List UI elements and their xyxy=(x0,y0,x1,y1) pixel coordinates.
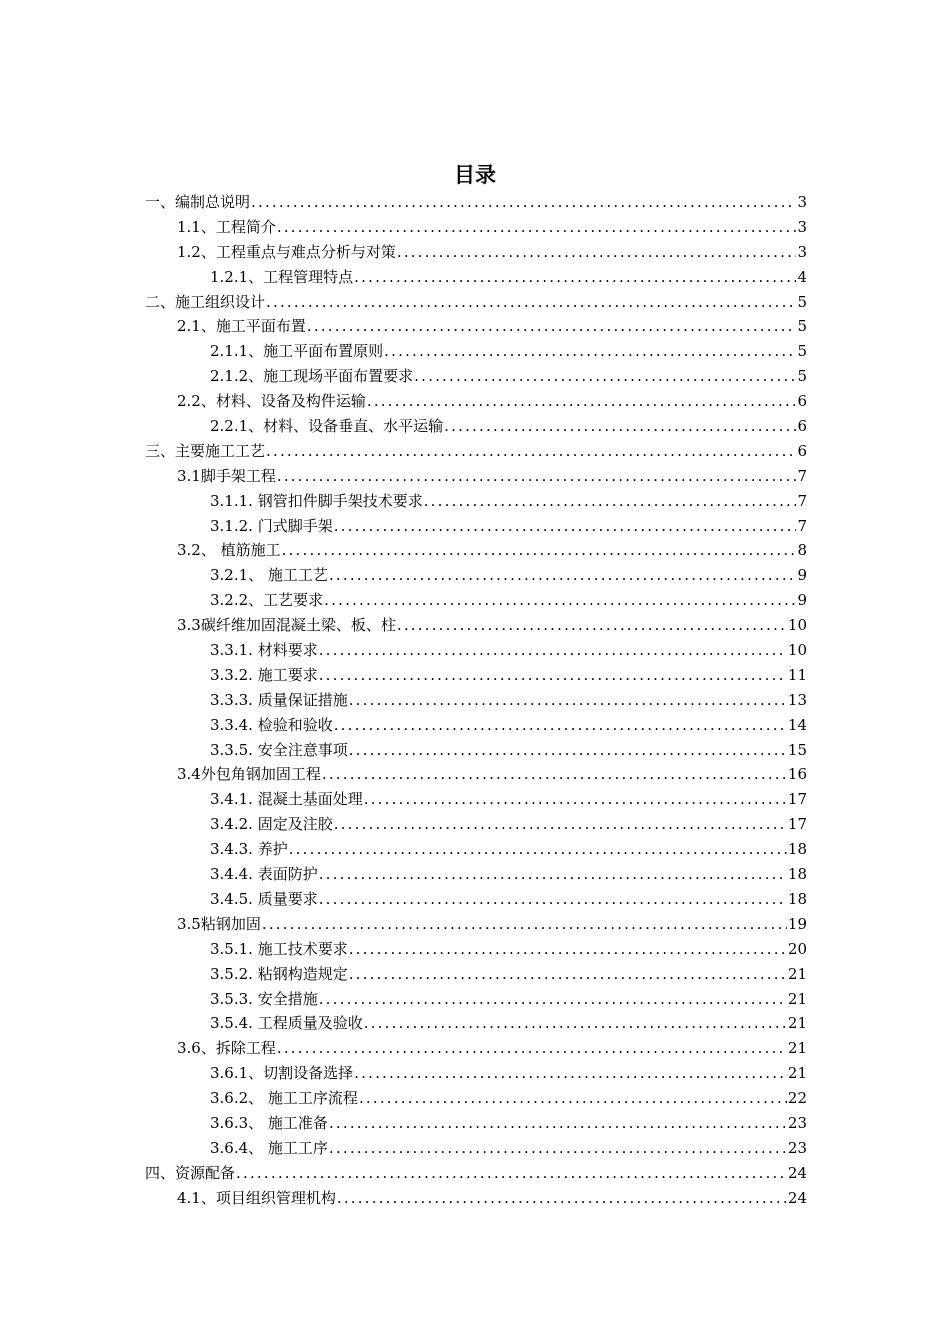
toc-dot-leader xyxy=(367,389,797,414)
toc-dot-leader xyxy=(364,787,787,812)
toc-entry-page-number: 18 xyxy=(787,865,807,884)
toc-entry-page-number: 5 xyxy=(797,292,807,311)
toc-dot-leader xyxy=(334,812,787,837)
toc-entry[interactable] xyxy=(145,314,807,339)
toc-dot-leader xyxy=(359,1086,787,1111)
toc-dot-leader xyxy=(364,1011,787,1036)
toc-dot-leader xyxy=(282,538,797,563)
toc-entry[interactable] xyxy=(145,688,807,713)
toc-dot-leader xyxy=(349,688,787,713)
toc-entry-page-number: 7 xyxy=(797,516,807,535)
toc-entry-text: 3.2、 植筋施工 xyxy=(177,541,281,560)
toc-entry-text: 3.4.3. 养护 xyxy=(210,840,288,859)
toc-entry[interactable] xyxy=(145,613,807,638)
toc-entry[interactable] xyxy=(145,912,807,937)
toc-entry[interactable] xyxy=(145,837,807,862)
toc-entry-text: 3.1脚手架工程 xyxy=(177,466,276,485)
toc-entry-text: 3.4.5. 质量要求 xyxy=(210,889,318,908)
toc-entry[interactable] xyxy=(145,464,807,489)
toc-entry[interactable] xyxy=(145,663,807,688)
toc-entry-page-number: 6 xyxy=(797,441,807,460)
toc-entry-text: 3.3.3. 质量保证措施 xyxy=(210,690,348,709)
toc-dot-leader xyxy=(334,514,797,539)
toc-dot-leader xyxy=(319,862,787,887)
toc-dot-leader xyxy=(319,663,787,688)
toc-entry-text: 1.1、工程简介 xyxy=(177,217,276,236)
toc-entry[interactable] xyxy=(145,563,807,588)
toc-entry[interactable] xyxy=(145,1136,807,1161)
toc-entry-text: 3.5.4. 工程质量及验收 xyxy=(210,1014,363,1033)
toc-dot-leader xyxy=(319,887,787,912)
toc-entry-text: 3.2.2、工艺要求 xyxy=(210,591,324,610)
toc-entry-page-number: 21 xyxy=(787,989,807,1008)
toc-entry-page-number: 24 xyxy=(787,1163,807,1182)
toc-entry[interactable] xyxy=(145,514,807,539)
toc-entry[interactable] xyxy=(145,290,807,315)
toc-entry[interactable] xyxy=(145,588,807,613)
toc-entry[interactable] xyxy=(145,738,807,763)
toc-entry-page-number: 21 xyxy=(787,1014,807,1033)
toc-dot-leader xyxy=(397,613,787,638)
toc-entry[interactable] xyxy=(145,1086,807,1111)
toc-entry-text: 3.6.4、 施工工序 xyxy=(210,1138,328,1157)
toc-dot-leader xyxy=(334,713,787,738)
toc-entry-text: 二、施工组织设计 xyxy=(145,292,266,311)
toc-entry[interactable] xyxy=(145,364,807,389)
toc-entry[interactable] xyxy=(145,538,807,563)
toc-dot-leader xyxy=(354,265,796,290)
toc-entry-text: 3.5.1. 施工技术要求 xyxy=(210,939,348,958)
toc-entry-page-number: 13 xyxy=(787,690,807,709)
toc-entry-page-number: 3 xyxy=(797,217,807,236)
toc-entry-page-number: 9 xyxy=(797,591,807,610)
toc-entry[interactable] xyxy=(145,962,807,987)
toc-entry-text: 2.2.1、材料、设备垂直、水平运输 xyxy=(210,417,444,436)
toc-dot-leader xyxy=(307,314,797,339)
toc-entry-page-number: 21 xyxy=(787,1039,807,1058)
toc-entry-text: 3.3.4. 检验和验收 xyxy=(210,715,333,734)
toc-entry-page-number: 10 xyxy=(787,616,807,635)
toc-entry-page-number: 24 xyxy=(787,1188,807,1207)
toc-entry[interactable] xyxy=(145,190,807,215)
toc-entry[interactable] xyxy=(145,489,807,514)
toc-entry-page-number: 18 xyxy=(787,889,807,908)
toc-entry-text: 3.3.5. 安全注意事项 xyxy=(210,740,348,759)
toc-entry-page-number: 23 xyxy=(787,1113,807,1132)
toc-entry-text: 2.1.2、施工现场平面布置要求 xyxy=(210,367,414,386)
toc-dot-leader xyxy=(329,1111,787,1136)
toc-entry[interactable] xyxy=(145,1061,807,1086)
toc-entry-page-number: 5 xyxy=(797,367,807,386)
toc-list xyxy=(145,190,807,1211)
toc-entry-text: 1.2、工程重点与难点分析与对策 xyxy=(177,242,396,261)
toc-entry-page-number: 16 xyxy=(787,765,807,784)
toc-entry[interactable] xyxy=(145,414,807,439)
toc-dot-leader xyxy=(329,563,797,588)
toc-entry-text: 3.4外包角钢加固工程 xyxy=(177,765,321,784)
toc-entry-page-number: 5 xyxy=(797,317,807,336)
toc-dot-leader xyxy=(319,987,787,1012)
toc-title: 目录 xyxy=(454,163,496,187)
toc-entry[interactable] xyxy=(145,240,807,265)
toc-dot-leader xyxy=(424,489,797,514)
toc-dot-leader xyxy=(319,638,787,663)
toc-entry-page-number: 10 xyxy=(787,641,807,660)
toc-entry-page-number: 5 xyxy=(797,342,807,361)
toc-entry[interactable] xyxy=(145,937,807,962)
toc-dot-leader xyxy=(251,190,796,215)
toc-entry-page-number: 22 xyxy=(787,1089,807,1108)
toc-entry[interactable] xyxy=(145,1186,807,1211)
toc-dot-leader xyxy=(354,1061,787,1086)
toc-entry-text: 2.2、材料、设备及构件运输 xyxy=(177,392,366,411)
toc-entry-text: 3.3.1. 材料要求 xyxy=(210,641,318,660)
toc-entry[interactable] xyxy=(145,1161,807,1186)
toc-dot-leader xyxy=(337,1186,787,1211)
toc-entry-page-number: 23 xyxy=(787,1138,807,1157)
toc-dot-leader xyxy=(266,290,796,315)
toc-dot-leader xyxy=(329,1136,787,1161)
toc-entry-page-number: 9 xyxy=(797,566,807,585)
toc-entry-page-number: 6 xyxy=(797,392,807,411)
toc-entry-page-number: 7 xyxy=(797,491,807,510)
toc-entry-text: 3.3碳纤维加固混凝土梁、板、柱 xyxy=(177,616,396,635)
toc-entry[interactable] xyxy=(145,713,807,738)
toc-entry[interactable] xyxy=(145,887,807,912)
toc-entry-page-number: 21 xyxy=(787,964,807,983)
toc-dot-leader xyxy=(277,464,797,489)
toc-entry[interactable] xyxy=(145,439,807,464)
toc-entry-text: 3.1.1. 钢管扣件脚手架技术要求 xyxy=(210,491,423,510)
toc-dot-leader xyxy=(322,762,787,787)
toc-entry-text: 3.5.3. 安全措施 xyxy=(210,989,318,1008)
toc-entry-text: 2.1、施工平面布置 xyxy=(177,317,306,336)
toc-dot-leader xyxy=(349,738,787,763)
toc-entry-text: 3.6、拆除工程 xyxy=(177,1039,276,1058)
toc-entry[interactable] xyxy=(145,812,807,837)
toc-entry[interactable] xyxy=(145,1011,807,1036)
toc-dot-leader xyxy=(397,240,797,265)
toc-entry[interactable] xyxy=(145,339,807,364)
toc-entry-text: 3.6.3、 施工准备 xyxy=(210,1113,328,1132)
toc-entry[interactable] xyxy=(145,1036,807,1061)
toc-entry-page-number: 19 xyxy=(787,914,807,933)
toc-entry-page-number: 17 xyxy=(787,790,807,809)
toc-dot-leader xyxy=(324,588,796,613)
toc-entry-page-number: 6 xyxy=(797,417,807,436)
toc-dot-leader xyxy=(414,364,796,389)
toc-entry-text: 3.3.2. 施工要求 xyxy=(210,665,318,684)
toc-entry[interactable] xyxy=(145,265,807,290)
toc-entry-page-number: 17 xyxy=(787,815,807,834)
toc-entry-text: 四、资源配备 xyxy=(145,1163,236,1182)
toc-dot-leader xyxy=(236,1161,787,1186)
toc-entry-page-number: 4 xyxy=(797,267,807,286)
toc-dot-leader xyxy=(289,837,787,862)
toc-entry-text: 3.6.2、 施工工序流程 xyxy=(210,1089,358,1108)
toc-entry-page-number: 14 xyxy=(787,715,807,734)
toc-dot-leader xyxy=(349,962,787,987)
toc-entry-text: 3.4.4. 表面防护 xyxy=(210,865,318,884)
toc-entry-page-number: 21 xyxy=(787,1064,807,1083)
toc-entry[interactable] xyxy=(145,389,807,414)
toc-entry-page-number: 3 xyxy=(797,242,807,261)
toc-dot-leader xyxy=(277,215,797,240)
toc-entry-page-number: 20 xyxy=(787,939,807,958)
toc-entry-text: 4.1、项目组织管理机构 xyxy=(177,1188,336,1207)
toc-entry-text: 一、编制总说明 xyxy=(145,193,251,211)
toc-entry[interactable] xyxy=(145,787,807,812)
toc-entry-page-number: 8 xyxy=(797,541,807,560)
toc-entry-text: 3.4.1. 混凝土基面处理 xyxy=(210,790,363,809)
toc-dot-leader xyxy=(384,339,796,364)
toc-entry-text: 1.2.1、工程管理特点 xyxy=(210,267,354,286)
toc-entry-text: 3.6.1、切割设备选择 xyxy=(210,1064,354,1083)
toc-entry-text: 3.1.2. 门式脚手架 xyxy=(210,516,333,535)
toc-dot-leader xyxy=(444,414,796,439)
toc-entry-page-number: 3 xyxy=(797,193,807,211)
toc-entry[interactable] xyxy=(145,638,807,663)
toc-entry-text: 3.4.2. 固定及注胶 xyxy=(210,815,333,834)
toc-entry-text: 2.1.1、施工平面布置原则 xyxy=(210,342,384,361)
toc-entry-text: 三、主要施工工艺 xyxy=(145,441,266,460)
toc-entry[interactable] xyxy=(145,862,807,887)
toc-entry-page-number: 15 xyxy=(787,740,807,759)
toc-dot-leader xyxy=(349,937,787,962)
toc-dot-leader xyxy=(262,912,787,937)
toc-entry-page-number: 11 xyxy=(787,665,807,684)
toc-dot-leader xyxy=(277,1036,787,1061)
toc-dot-leader xyxy=(266,439,796,464)
toc-entry[interactable] xyxy=(145,215,807,240)
toc-entry[interactable] xyxy=(145,1111,807,1136)
toc-entry-text: 3.5粘钢加固 xyxy=(177,914,261,933)
toc-entry[interactable] xyxy=(145,762,807,787)
toc-entry-text: 3.5.2. 粘钢构造规定 xyxy=(210,964,348,983)
toc-entry-page-number: 7 xyxy=(797,466,807,485)
toc-entry[interactable] xyxy=(145,987,807,1012)
toc-entry-page-number: 18 xyxy=(787,840,807,859)
toc-entry-text: 3.2.1、 施工工艺 xyxy=(210,566,328,585)
